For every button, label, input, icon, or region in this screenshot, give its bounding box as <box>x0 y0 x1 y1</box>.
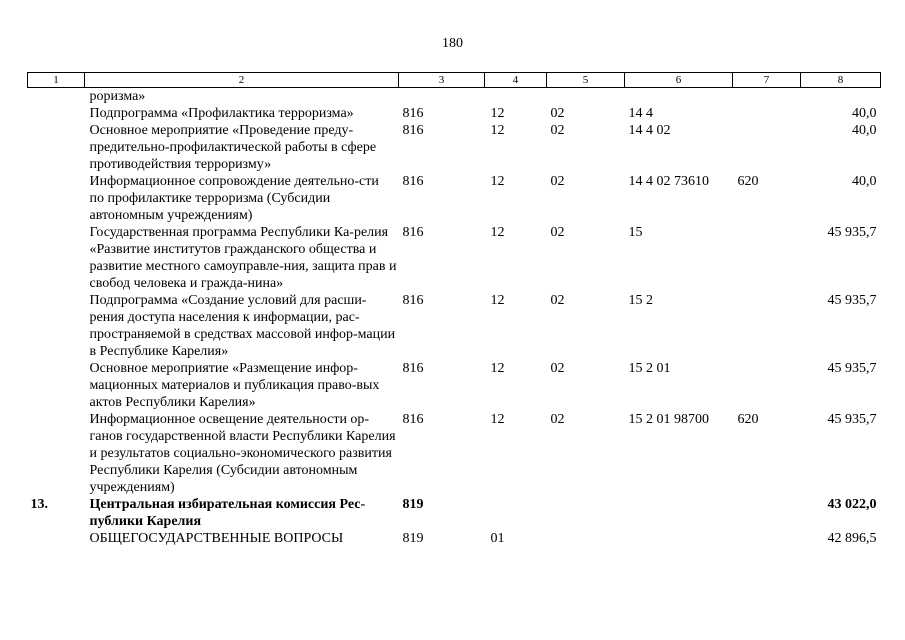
row-expense-type <box>733 88 801 106</box>
row-amount: 43 022,0 <box>827 497 877 512</box>
row-number <box>28 224 85 292</box>
header-col-5: 5 <box>547 73 625 88</box>
row-ministry-code <box>399 88 485 106</box>
row-ministry-code: 816 <box>402 412 424 427</box>
row-expense-type <box>733 224 801 292</box>
row-section <box>485 88 547 106</box>
table-row <box>28 173 881 224</box>
header-col-3: 3 <box>399 73 485 88</box>
row-expense-type: 620 <box>737 174 759 189</box>
row-ministry-code: 816 <box>402 106 424 121</box>
row-number <box>28 122 85 173</box>
row-name: Информационное освещение деятельности ор-ганов государственной власти Республики Карелия и результатов социально-экономического развития Республики Карелия (Субсидии автономным учреждениям) <box>89 412 396 495</box>
table-row <box>28 88 881 106</box>
row-subsection: 02 <box>550 412 565 427</box>
row-amount: 40,0 <box>852 123 877 138</box>
row-section: 01 <box>490 531 505 546</box>
row-subsection <box>547 496 625 530</box>
row-subsection: 02 <box>550 123 565 138</box>
table-header-row <box>28 73 881 88</box>
row-name: Подпрограмма «Создание условий для расши-рения доступа населения к информации, рас-пространяемой в средствах массовой инфор-мации в Республике Карелия» <box>89 293 396 359</box>
row-number <box>28 105 85 122</box>
header-col-6: 6 <box>625 73 733 88</box>
row-number <box>28 360 85 411</box>
table-row <box>28 411 881 496</box>
row-number <box>28 530 85 547</box>
row-amount: 45 935,7 <box>827 412 877 427</box>
row-name: ОБЩЕГОСУДАРСТВЕННЫЕ ВОПРОСЫ <box>89 531 344 546</box>
row-number <box>28 173 85 224</box>
row-ministry-code: 816 <box>402 123 424 138</box>
header-col-7: 7 <box>733 73 801 88</box>
row-ministry-code: 819 <box>402 531 424 546</box>
table-body <box>28 88 881 548</box>
row-name: Основное мероприятие «Проведение преду-предительно-профилактической работы в сфере противодействия терроризму» <box>89 123 377 172</box>
row-amount: 40,0 <box>852 106 877 121</box>
row-number <box>28 292 85 360</box>
row-amount: 45 935,7 <box>827 225 877 240</box>
header-col-4: 4 <box>485 73 547 88</box>
row-number <box>28 411 85 496</box>
row-ministry-code: 816 <box>402 293 424 308</box>
table-row <box>28 224 881 292</box>
row-amount <box>801 88 881 106</box>
budget-table <box>27 72 881 547</box>
row-target-code: 15 <box>628 225 643 240</box>
row-amount: 45 935,7 <box>827 293 877 308</box>
row-name: Центральная избирательная комиссия Рес-публики Карелия <box>89 497 366 529</box>
row-target-code: 15 2 01 98700 <box>628 412 709 427</box>
page-number: 180 <box>442 36 463 51</box>
row-section: 12 <box>490 106 505 121</box>
row-target-code <box>625 88 733 106</box>
row-section: 12 <box>490 293 505 308</box>
row-expense-type <box>733 105 801 122</box>
row-expense-type <box>733 496 801 530</box>
row-number <box>28 88 85 106</box>
row-target-code: 14 4 02 <box>628 123 671 138</box>
row-amount: 45 935,7 <box>827 361 877 376</box>
row-section: 12 <box>490 123 505 138</box>
row-amount: 42 896,5 <box>827 531 877 546</box>
row-subsection: 02 <box>550 361 565 376</box>
row-subsection: 02 <box>550 174 565 189</box>
row-subsection <box>547 530 625 547</box>
row-name: роризма» <box>89 89 146 104</box>
row-target-code: 14 4 <box>628 106 653 121</box>
row-expense-type <box>733 122 801 173</box>
row-subsection: 02 <box>550 106 565 121</box>
row-subsection <box>547 88 625 106</box>
row-ministry-code: 816 <box>402 174 424 189</box>
table-row <box>28 105 881 122</box>
row-expense-type: 620 <box>737 412 759 427</box>
header-col-8: 8 <box>801 73 881 88</box>
row-ministry-code: 816 <box>402 361 424 376</box>
table-row <box>28 530 881 547</box>
row-name: Информационное сопровождение деятельно-сти по профилактике терроризма (Субсидии автономным учреждениям) <box>89 174 379 223</box>
row-ministry-code: 819 <box>402 497 424 512</box>
row-expense-type <box>733 292 801 360</box>
row-section: 12 <box>490 412 505 427</box>
row-ministry-code: 816 <box>402 225 424 240</box>
row-number: 13. <box>30 497 48 512</box>
row-subsection: 02 <box>550 293 565 308</box>
row-name: Подпрограмма «Профилактика терроризма» <box>89 106 354 121</box>
row-section: 12 <box>490 361 505 376</box>
header-col-2: 2 <box>85 73 399 88</box>
row-target-code <box>625 530 733 547</box>
row-section: 12 <box>490 225 505 240</box>
row-target-code: 14 4 02 73610 <box>628 174 709 189</box>
row-amount: 40,0 <box>852 174 877 189</box>
row-expense-type <box>733 360 801 411</box>
row-section <box>485 496 547 530</box>
row-subsection: 02 <box>550 225 565 240</box>
row-expense-type <box>733 530 801 547</box>
table-row <box>28 496 881 530</box>
table-row <box>28 292 881 360</box>
row-target-code: 15 2 <box>628 293 653 308</box>
header-col-1: 1 <box>28 73 85 88</box>
row-target-code: 15 2 01 <box>628 361 671 376</box>
row-name: Государственная программа Республики Ка-релия «Развитие институтов гражданского общества и развитие местного самоуправле-ния, защита прав и свобод человека и гражда-нина» <box>89 225 397 291</box>
table-row <box>28 360 881 411</box>
table-row <box>28 122 881 173</box>
row-section: 12 <box>490 174 505 189</box>
row-name: Основное мероприятие «Размещение инфор-мационных материалов и публикация право-вых актов Республики Карелия» <box>89 361 380 410</box>
row-target-code <box>625 496 733 530</box>
